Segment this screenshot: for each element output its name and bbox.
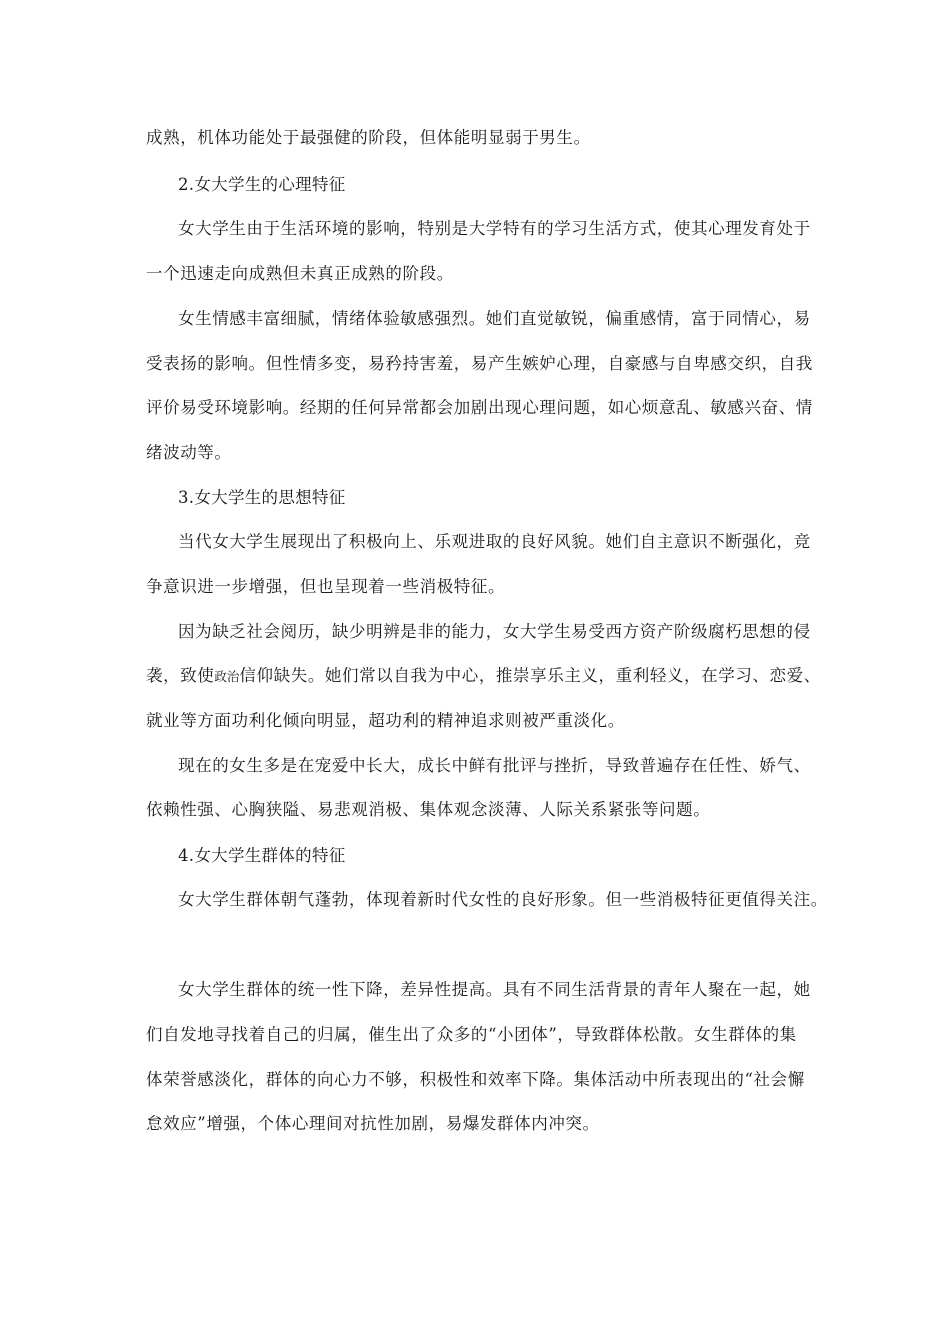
- paragraph-line: 女大学生群体朝气蓬勃，体现着新时代女性的良好形象。但一些消极特征更值得关注。: [178, 890, 828, 909]
- section-heading-4: 4.女大学生群体的特征: [178, 846, 346, 865]
- paragraph-line: 就业等方面功利化倾向明显，超功利的精神追求则被严重淡化。: [146, 711, 625, 730]
- paragraph-line: 受表扬的影响。但性情多变，易矜持害羞，易产生嫉妒心理，自豪感与自卑感交织，自我: [146, 354, 813, 373]
- paragraph-line: 怠效应”增强，个体心理间对抗性加剧，易爆发群体内冲突。: [146, 1114, 600, 1133]
- paragraph-line: 绪波动等。: [146, 443, 232, 462]
- paragraph-line: 因为缺乏社会阅历，缺少明辨是非的能力，女大学生易受西方资产阶级腐朽思想的侵: [178, 622, 811, 641]
- paragraph-line: 依赖性强、心胸狭隘、易悲观消极、集体观念淡薄、人际关系紧张等问题。: [146, 800, 711, 819]
- paragraph-line: 成熟，机体功能处于最强健的阶段，但体能明显弱于男生。: [146, 128, 591, 147]
- line-segment: 信仰缺失。她们常以自我为中心，推崇享乐主义，重利轻义，在学习、恋爱、: [239, 666, 821, 685]
- inline-small-word: 政治: [214, 669, 240, 684]
- paragraph-line: 女大学生群体的统一性下降，差异性提高。具有不同生活背景的青年人聚在一起，她: [178, 980, 811, 999]
- section-heading-3: 3.女大学生的思想特征: [178, 488, 346, 507]
- paragraph-line: 女生情感丰富细腻，情绪体验敏感强烈。她们直觉敏锐，偏重感情，富于同情心，易: [178, 309, 811, 328]
- paragraph-line: 们自发地寻找着自己的归属，催生出了众多的“小团体”，导致群体松散。女生群体的集: [146, 1025, 797, 1044]
- paragraph-line: 一个迅速走向成熟但未真正成熟的阶段。: [146, 264, 454, 283]
- section-heading-2: 2.女大学生的心理特征: [178, 175, 346, 194]
- paragraph-line: 现在的女生多是在宠爱中长大，成长中鲜有批评与挫折，导致普遍存在任性、娇气、: [178, 756, 811, 775]
- paragraph-line: [146, 665, 821, 688]
- paragraph-line: 评价易受环境影响。经期的任何异常都会加剧出现心理问题，如心烦意乱、敏感兴奋、情: [146, 398, 813, 417]
- paragraph-line: 女大学生由于生活环境的影响，特别是大学特有的学习生活方式，使其心理发育处于: [178, 219, 811, 238]
- paragraph-line: 体荣誉感淡化，群体的向心力不够，积极性和效率下降。集体活动中所表现出的“社会懈: [146, 1070, 805, 1089]
- line-segment: 袭，致使: [146, 666, 215, 685]
- paragraph-line: 争意识进一步增强，但也呈现着一些消极特征。: [146, 577, 506, 596]
- paragraph-line: 当代女大学生展现出了积极向上、乐观进取的良好风貌。她们自主意识不断强化，竞: [178, 532, 811, 551]
